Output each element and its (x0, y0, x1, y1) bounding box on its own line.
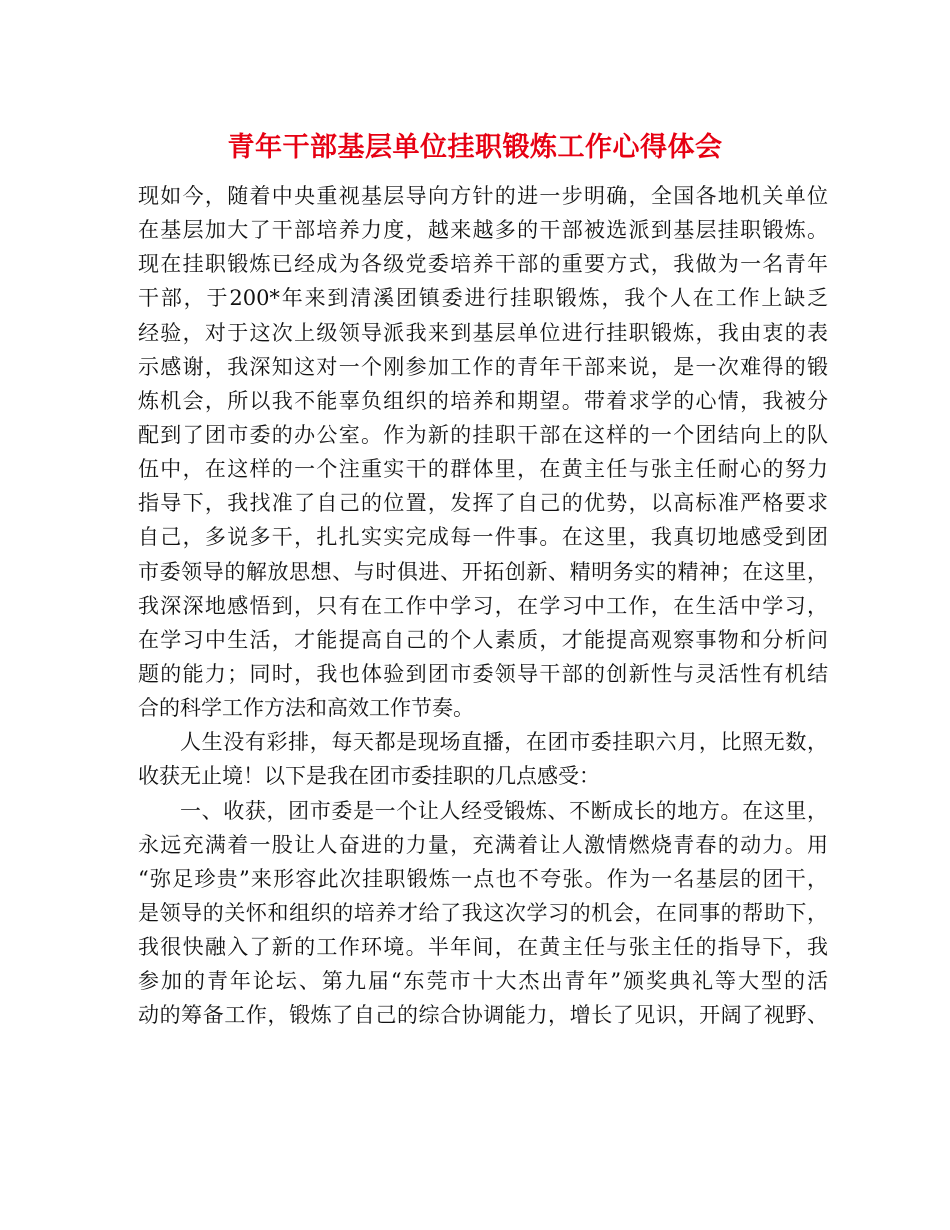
text-line: 我很快融入了新的工作环境。半年间，在黄主任与张主任的指导下，我 (138, 935, 828, 960)
text-line: 在基层加大了干部培养力度，越来越多的干部被选派到基层挂职锻炼。 (138, 218, 828, 243)
text-line: 合的科学工作方法和高效工作节奏。 (138, 696, 474, 721)
text-line: 干部，于200*年来到清溪团镇委进行挂职锻炼，我个人在工作上缺乏 (138, 286, 828, 311)
text-line: 炼机会，所以我不能辜负组织的培养和期望。带着求学的心情，我被分 (138, 388, 828, 413)
text-line: 自己，多说多干，扎扎实实完成每一件事。在这里，我真切地感受到团 (138, 525, 828, 550)
text-line: 人生没有彩排，每天都是现场直播，在团市委挂职六月，比照无数， (180, 730, 828, 755)
text-line: 现在挂职锻炼已经成为各级党委培养干部的重要方式，我做为一名青年 (138, 252, 828, 277)
text-line: 示感谢，我深知这对一个刚参加工作的青年干部来说，是一次难得的锻 (138, 354, 828, 379)
text-line: 题的能力；同时，我也体验到团市委领导干部的创新性与灵活性有机结 (138, 661, 828, 686)
text-line: 一、收获，团市委是一个让人经受锻炼、不断成长的地方。在这里， (180, 798, 828, 823)
text-line: 参加的青年论坛、第九届“东莞市十大杰出青年”颁奖典礼等大型的活 (138, 969, 828, 994)
text-line: 现如今，随着中央重视基层导向方针的进一步明确，全国各地机关单位 (138, 184, 828, 208)
document-title: 青年干部基层单位挂职锻炼工作心得体会 (227, 132, 723, 163)
text-line: 永远充满着一股让人奋进的力量，充满着让人激情燃烧青春的动力。用 (138, 832, 828, 857)
text-line: 我深深地感悟到，只有在工作中学习，在学习中工作，在生活中学习， (138, 593, 828, 618)
text-line: 收获无止境！以下是我在团市委挂职的几点感受： (138, 764, 600, 789)
document-body (138, 179, 828, 1033)
text-line: 在学习中生活，才能提高自己的个人素质，才能提高观察事物和分析问 (138, 627, 828, 652)
text-line: 动的筹备工作，锻炼了自己的综合协调能力，增长了见识，开阔了视野、 (138, 1003, 828, 1028)
text-line: 是领导的关怀和组织的培养才给了我这次学习的机会，在同事的帮助下， (138, 900, 828, 925)
text-line: 指导下，我找准了自己的位置，发挥了自己的优势，以高标准严格要求 (138, 491, 828, 516)
text-line: “弥足珍贵”来形容此次挂职锻炼一点也不夸张。作为一名基层的团干， (138, 866, 828, 891)
text-line: 伍中，在这样的一个注重实干的群体里，在黄主任与张主任耐心的努力 (138, 457, 828, 482)
text-line: 经验，对于这次上级领导派我来到基层单位进行挂职锻炼，我由衷的表 (138, 320, 828, 345)
text-line: 市委领导的解放思想、与时俱进、开拓创新、精明务实的精神；在这里， (138, 559, 828, 584)
text-line: 配到了团市委的办公室。作为新的挂职干部在这样的一个团结向上的队 (138, 422, 828, 447)
